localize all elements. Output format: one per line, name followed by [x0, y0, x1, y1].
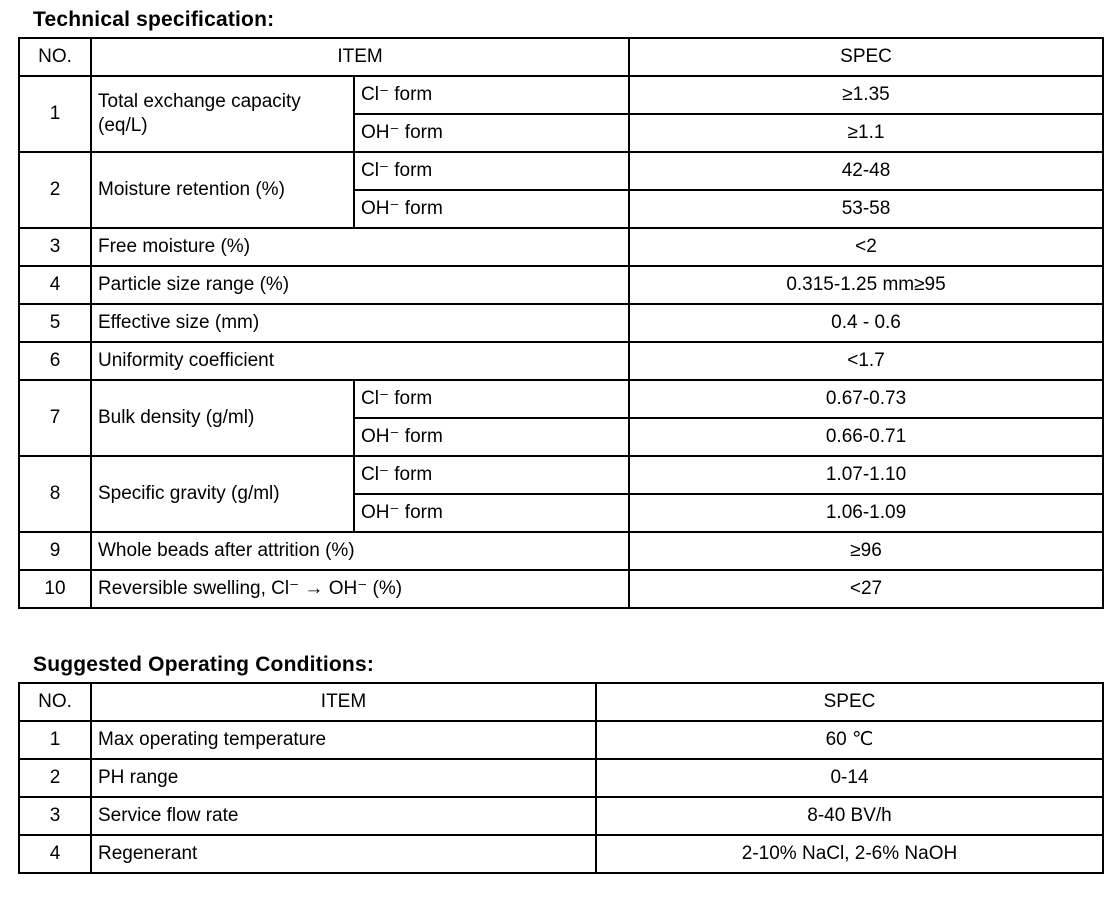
cell-item: Moisture retention (%)	[91, 152, 354, 228]
cell-no: 7	[19, 380, 91, 456]
table-row	[19, 342, 1103, 380]
cell-spec: 8-40 BV/h	[596, 797, 1103, 835]
cell-form: Cl⁻ form	[354, 456, 629, 494]
table-row	[19, 152, 1103, 190]
cell-item: Effective size (mm)	[91, 304, 629, 342]
cell-spec: ≥96	[629, 532, 1103, 570]
cell-spec: 53-58	[629, 190, 1103, 228]
header-no: NO.	[19, 38, 91, 76]
cell-no: 8	[19, 456, 91, 532]
technical-specification-heading: Technical specification:	[33, 8, 275, 31]
cell-spec: 60 ℃	[596, 721, 1103, 759]
cell-spec: 0.4 - 0.6	[629, 304, 1103, 342]
cell-form: OH⁻ form	[354, 114, 629, 152]
table-row	[19, 266, 1103, 304]
cell-item: Particle size range (%)	[91, 266, 629, 304]
cell-spec: 0-14	[596, 759, 1103, 797]
cell-item: Specific gravity (g/ml)	[91, 456, 354, 532]
cell-spec: <27	[629, 570, 1103, 608]
cell-item: Free moisture (%)	[91, 228, 629, 266]
cell-spec: 2-10% NaCl, 2-6% NaOH	[596, 835, 1103, 873]
cell-no: 1	[19, 721, 91, 759]
table-row	[19, 835, 1103, 873]
table-header-row	[19, 683, 1103, 721]
cell-no: 6	[19, 342, 91, 380]
cell-form: Cl⁻ form	[354, 76, 629, 114]
cell-spec: 0.67-0.73	[629, 380, 1103, 418]
cell-spec: ≥1.1	[629, 114, 1103, 152]
cell-item: PH range	[91, 759, 596, 797]
table-row	[19, 304, 1103, 342]
cell-item: Whole beads after attrition (%)	[91, 532, 629, 570]
cell-form: Cl⁻ form	[354, 152, 629, 190]
cell-no: 3	[19, 228, 91, 266]
cell-spec: 0.66-0.71	[629, 418, 1103, 456]
cell-no: 1	[19, 76, 91, 152]
header-spec: SPEC	[629, 38, 1103, 76]
cell-item: Total exchange capacity (eq/L)	[91, 76, 354, 152]
table-row	[19, 228, 1103, 266]
cell-form: OH⁻ form	[354, 190, 629, 228]
cell-no: 4	[19, 835, 91, 873]
header-item: ITEM	[91, 683, 596, 721]
cell-spec: 0.315-1.25 mm≥95	[629, 266, 1103, 304]
cell-no: 4	[19, 266, 91, 304]
cell-item: Regenerant	[91, 835, 596, 873]
cell-spec: <2	[629, 228, 1103, 266]
cell-item: Service flow rate	[91, 797, 596, 835]
table-row	[19, 570, 1103, 608]
cell-no: 9	[19, 532, 91, 570]
cell-no: 10	[19, 570, 91, 608]
cell-item: Max operating temperature	[91, 721, 596, 759]
cell-spec: 1.07-1.10	[629, 456, 1103, 494]
table-row	[19, 532, 1103, 570]
cell-form: OH⁻ form	[354, 418, 629, 456]
table-header-row	[19, 38, 1103, 76]
cell-item: Reversible swelling, Cl⁻ → OH⁻ (%)	[91, 570, 629, 608]
cell-no: 3	[19, 797, 91, 835]
header-no: NO.	[19, 683, 91, 721]
cell-no: 2	[19, 759, 91, 797]
table-row	[19, 721, 1103, 759]
cell-item: Uniformity coefficient	[91, 342, 629, 380]
cell-form: OH⁻ form	[354, 494, 629, 532]
cell-spec: 1.06-1.09	[629, 494, 1103, 532]
cell-no: 5	[19, 304, 91, 342]
table-row	[19, 797, 1103, 835]
table-row	[19, 76, 1103, 114]
header-spec: SPEC	[596, 683, 1103, 721]
cell-spec: ≥1.35	[629, 76, 1103, 114]
cell-form: Cl⁻ form	[354, 380, 629, 418]
cell-item: Bulk density (g/ml)	[91, 380, 354, 456]
operating-conditions-heading: Suggested Operating Conditions:	[33, 653, 375, 676]
cell-spec: 42-48	[629, 152, 1103, 190]
cell-spec: <1.7	[629, 342, 1103, 380]
table-row	[19, 456, 1103, 494]
table-row	[19, 759, 1103, 797]
table-row	[19, 380, 1103, 418]
cell-no: 2	[19, 152, 91, 228]
operating-conditions-table	[18, 682, 1104, 874]
header-item: ITEM	[91, 38, 629, 76]
technical-specification-table	[18, 37, 1104, 609]
